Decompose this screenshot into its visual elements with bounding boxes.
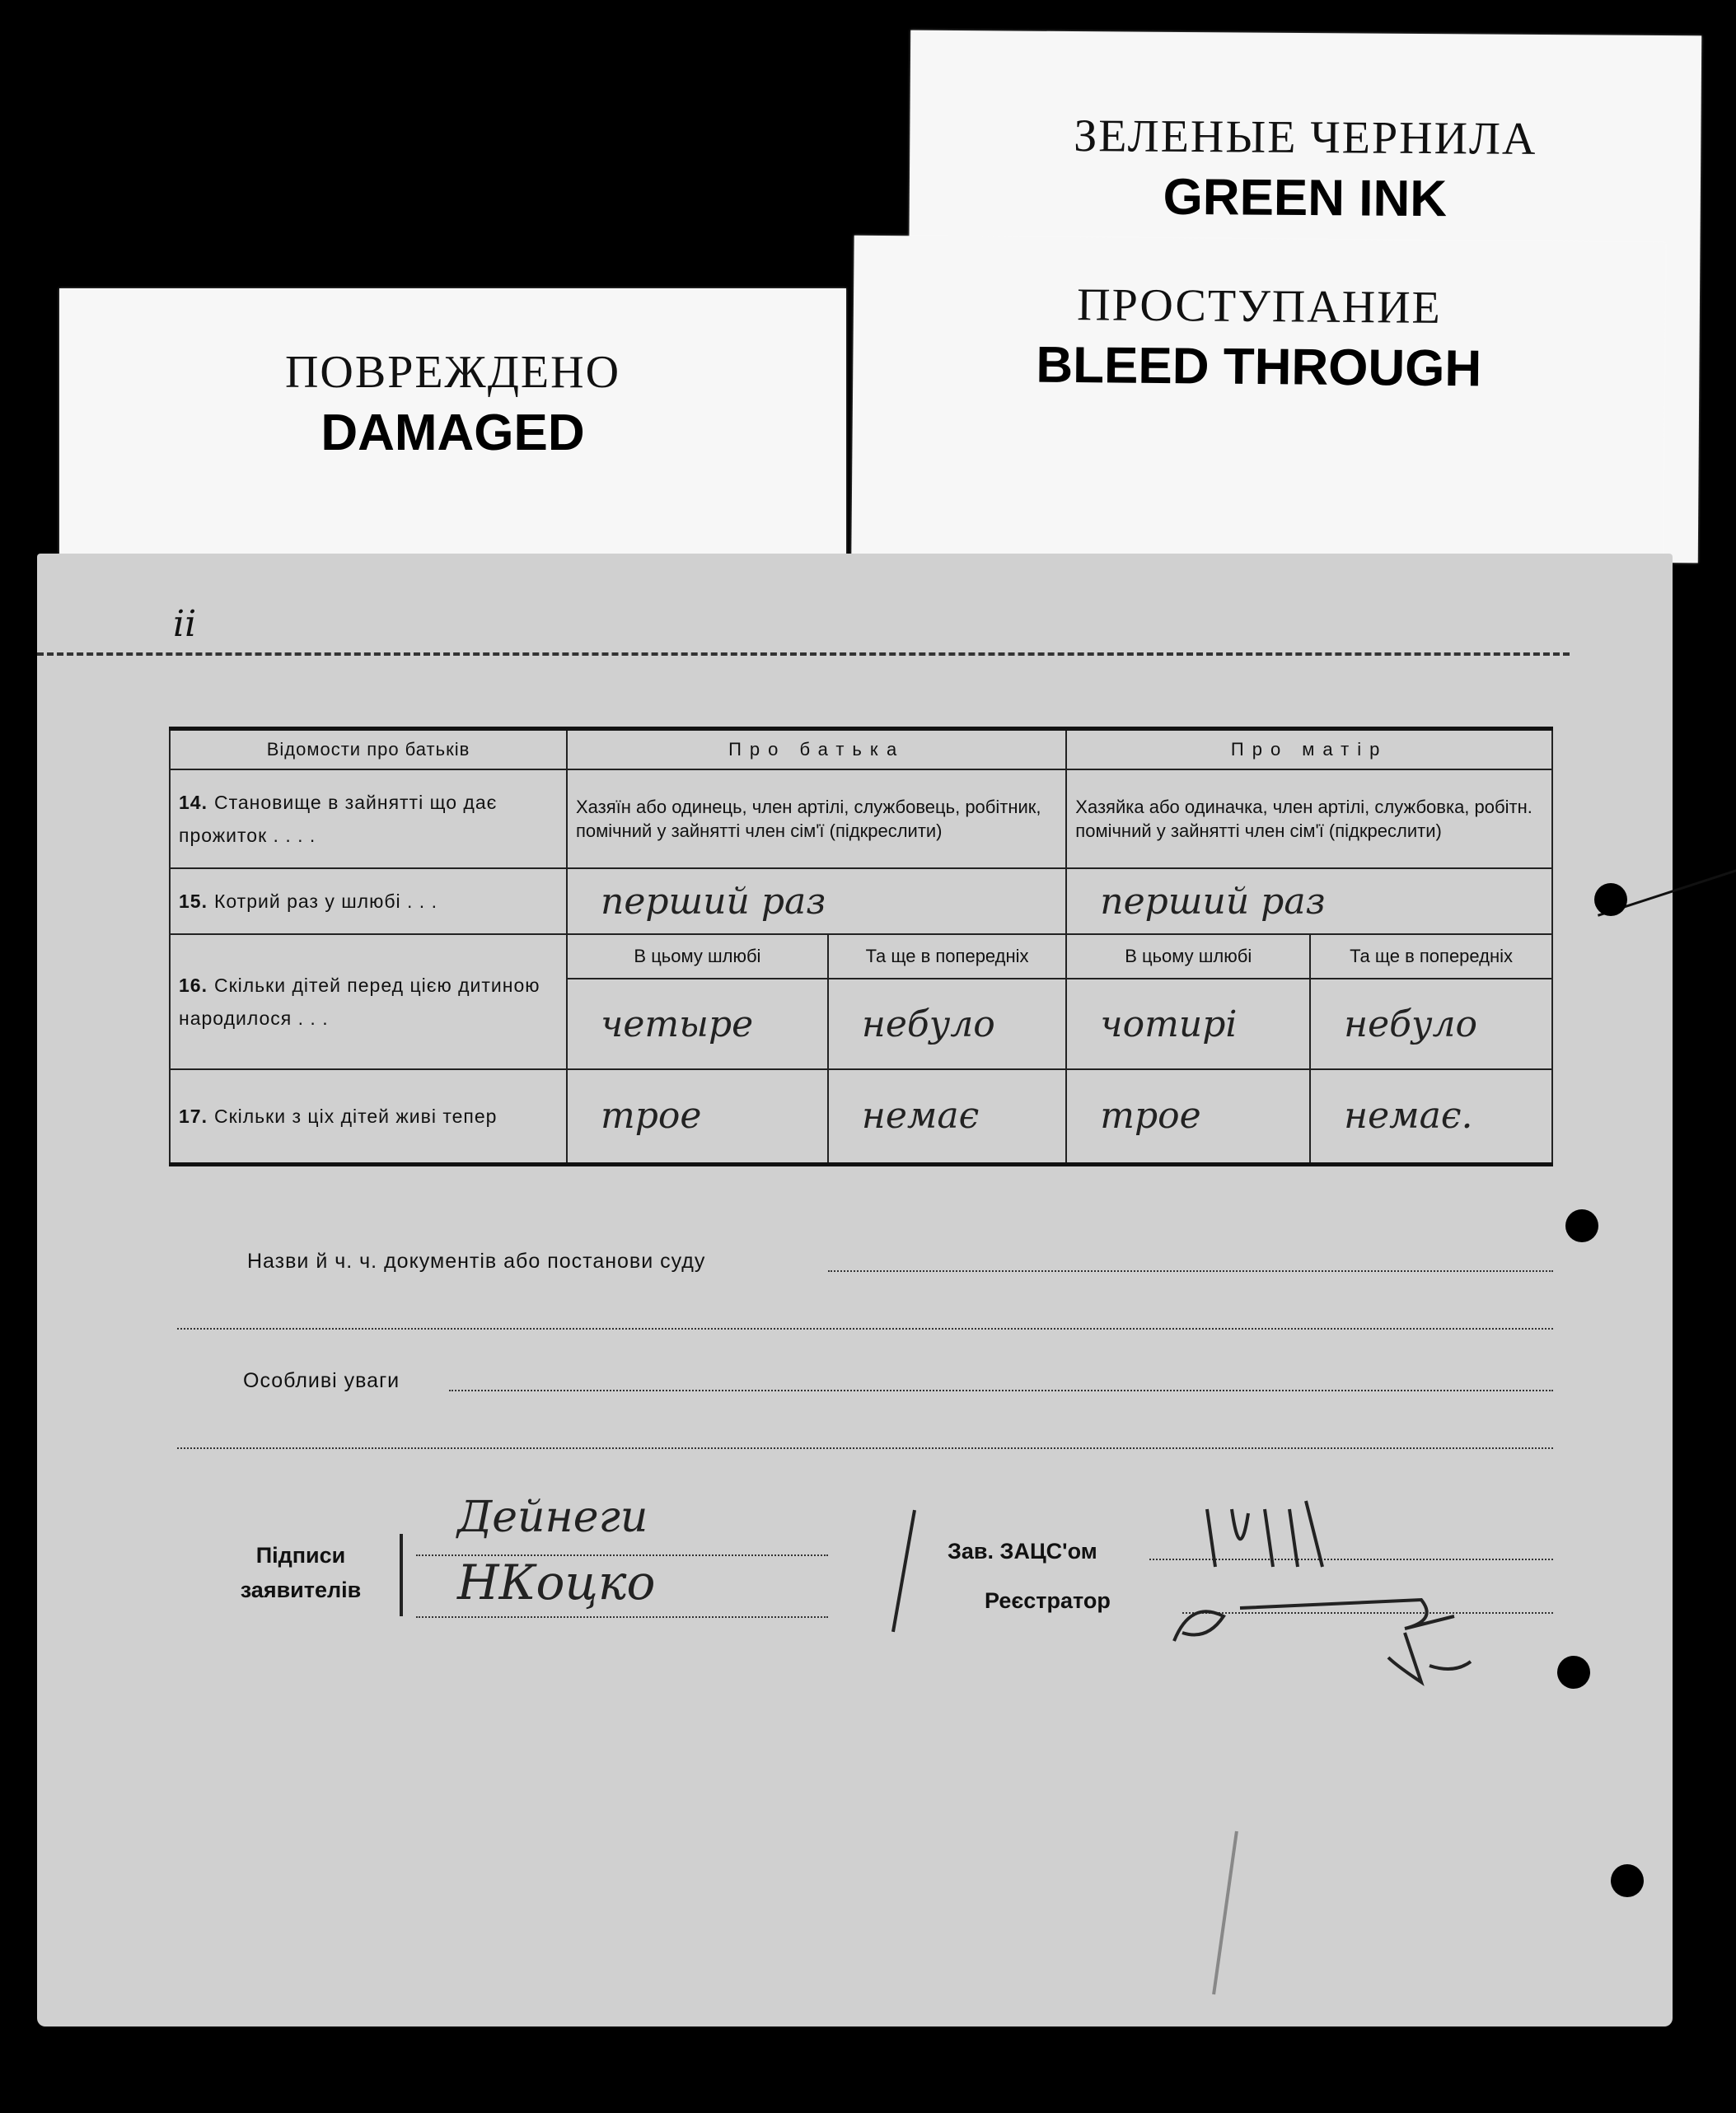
punch-hole bbox=[1565, 1209, 1598, 1242]
bleed-through-label-en: BLEED THROUGH bbox=[1036, 336, 1482, 398]
signature-2-line bbox=[416, 1616, 828, 1618]
signatures-bracket bbox=[400, 1534, 403, 1616]
signature-2: НКоцко bbox=[457, 1554, 656, 1610]
q14-father-options: Хазяїн або одинець, член артілі, службовець, робітник, помічний у зайнятті член сім'ї (підкреслити) bbox=[567, 769, 1066, 868]
bleed-through-label-ru: ПРОСТУПАНИЕ bbox=[1076, 279, 1443, 334]
notes-dotted-line bbox=[449, 1390, 1553, 1391]
q14-mother-options: Хазяйка або одиначка, член артілі, службовка, робітн. помічний у зайнятті член сім'ї (підкреслити) bbox=[1066, 769, 1552, 868]
zags-head-label: Зав. ЗАЦС'ом bbox=[948, 1539, 1097, 1564]
damaged-label-en: DAMAGED bbox=[321, 404, 585, 461]
q16-number: 16. bbox=[179, 975, 208, 996]
q14-number: 14. bbox=[179, 792, 208, 813]
q14-label-cell bbox=[170, 769, 567, 868]
q17-mother-this: трое bbox=[1066, 1069, 1310, 1164]
q16-label: Скільки дітей перед цією дитиною народилося . . . bbox=[179, 975, 540, 1029]
notes-label: Особливі уваги bbox=[243, 1369, 400, 1392]
mother-previous-header: Та ще в попередніх bbox=[1310, 934, 1552, 979]
q17-label: Скільки з ціх дітей живі тепер bbox=[213, 1105, 498, 1127]
official-signatures-drawing bbox=[1158, 1476, 1504, 1707]
crease-line bbox=[1212, 1831, 1238, 1995]
zags-bracket bbox=[891, 1510, 916, 1632]
q15-number: 15. bbox=[179, 891, 208, 912]
signatures-label: Підписи заявителів bbox=[240, 1543, 362, 1602]
damaged-label-card bbox=[59, 288, 846, 577]
damaged-label-ru: ПОВРЕЖДЕНО bbox=[284, 347, 621, 398]
punch-hole bbox=[1611, 1864, 1644, 1897]
punch-hole bbox=[1594, 883, 1627, 916]
documents-dotted-line bbox=[828, 1270, 1553, 1272]
q16-mother-this: чотирі bbox=[1066, 979, 1310, 1069]
q15-label-cell bbox=[170, 868, 567, 934]
q16-label-cell bbox=[170, 934, 567, 1069]
q14-label: Становище в зайнятті що дає прожиток . . . . bbox=[179, 792, 498, 846]
q16-father-this: четыре bbox=[567, 979, 828, 1069]
q17-mother-prev: немає. bbox=[1310, 1069, 1552, 1164]
father-this-marriage-header: В цьому шлюбі bbox=[567, 934, 828, 979]
q17-label-cell bbox=[170, 1069, 567, 1164]
record-sheet bbox=[37, 554, 1673, 2027]
father-previous-header: Та ще в попередніх bbox=[828, 934, 1066, 979]
documents-label: Назви й ч. ч. документів або постанови суду bbox=[247, 1250, 706, 1273]
mother-this-marriage-header: В цьому шлюбі bbox=[1066, 934, 1310, 979]
q17-father-prev: немає bbox=[828, 1069, 1066, 1164]
bleed-through-label-card bbox=[851, 236, 1665, 564]
perforation-line bbox=[37, 652, 1570, 656]
documents-dotted-line-2 bbox=[177, 1328, 1553, 1330]
q15-label: Котрий раз у шлюбі . . . bbox=[213, 891, 438, 912]
parents-info-table bbox=[169, 727, 1553, 1166]
q16-mother-prev: небуло bbox=[1310, 979, 1552, 1069]
q15-mother-answer: перший раз bbox=[1066, 868, 1552, 934]
q17-father-this: трое bbox=[567, 1069, 828, 1164]
green-ink-label-ru: ЗЕЛЕНЫЕ ЧЕРНИЛА bbox=[1074, 110, 1537, 165]
notes-dotted-line-2 bbox=[177, 1447, 1553, 1449]
corner-mark: ii bbox=[173, 603, 197, 645]
q15-father-answer: перший раз bbox=[567, 868, 1066, 934]
header-father: Про батька bbox=[567, 729, 1066, 770]
q16-father-prev: небуло bbox=[828, 979, 1066, 1069]
registrar-label: Реєстратор bbox=[985, 1588, 1111, 1613]
q17-number: 17. bbox=[179, 1105, 208, 1127]
punch-hole bbox=[1557, 1656, 1590, 1689]
signature-1: Дейнеги bbox=[457, 1493, 648, 1542]
green-ink-label-en: GREEN INK bbox=[1163, 168, 1448, 228]
header-mother: Про матір bbox=[1066, 729, 1552, 770]
header-parents-info: Відомости про батьків bbox=[170, 729, 567, 770]
